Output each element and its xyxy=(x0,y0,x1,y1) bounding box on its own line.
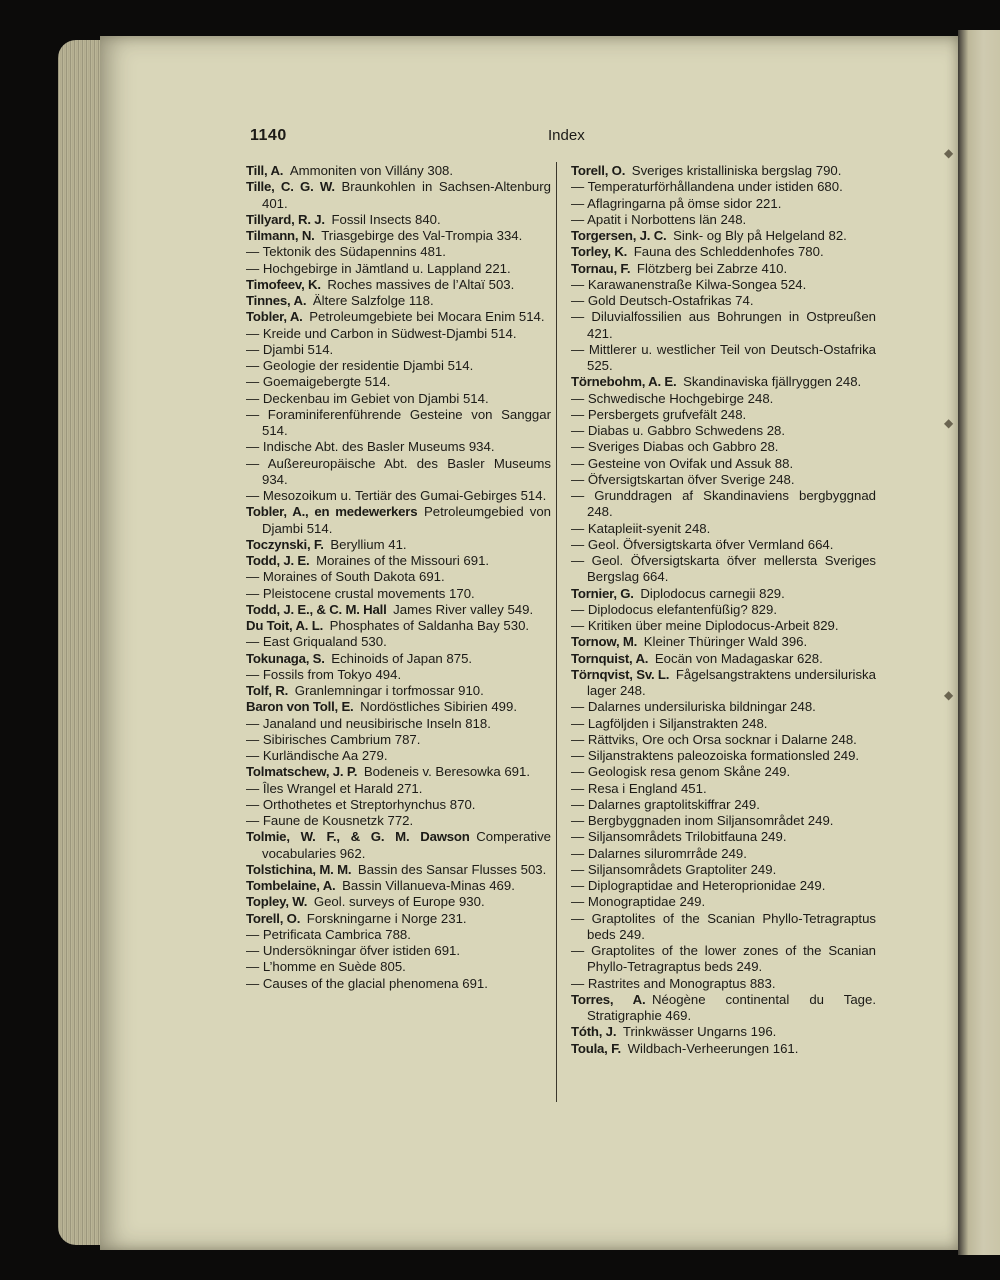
entry-text: Eocän von Madagaskar 628. xyxy=(654,650,823,666)
entry-text: Petroleumgebiete bei Mocara Enim 514. xyxy=(309,309,545,325)
index-entry xyxy=(246,683,551,699)
entry-text: — Gold Deutsch-Ostafrikas 74. xyxy=(571,293,754,308)
entry-text: — Temperaturförhållandena under istiden 680. xyxy=(571,179,843,195)
entry-author: Tobler, A., en medewerkers xyxy=(246,504,418,520)
index-entry xyxy=(246,309,551,325)
entry-text: — Graptolites of the lower zones of the Scanian Phyllo-Tetragraptus beds 249. xyxy=(571,943,876,975)
index-entry xyxy=(571,521,876,537)
facing-page-edge xyxy=(958,30,1000,1255)
entry-author: Törnqvist, Sv. L. xyxy=(571,666,670,682)
entry-author: Topley, W. xyxy=(246,894,308,910)
entry-text: — Aflagringarna på ömse sidor 221. xyxy=(571,195,782,211)
entry-text: — Bergbyggnaden inom Siljansområdet 249. xyxy=(571,813,834,828)
index-entry xyxy=(246,716,551,732)
index-entry xyxy=(246,894,551,910)
entry-text: — Kurländische Aa 279. xyxy=(246,748,388,763)
index-entry xyxy=(246,277,551,293)
index-entry xyxy=(246,488,551,504)
index-entry xyxy=(246,374,551,390)
index-entry xyxy=(571,586,876,602)
index-entry xyxy=(571,163,876,179)
entry-text: — Siljansområdets Trilobitfauna 249. xyxy=(571,829,787,845)
entry-text: Flötzberg bei Zabrze 410. xyxy=(636,260,788,276)
entry-author: Todd, J. E. xyxy=(246,553,310,568)
index-entry xyxy=(246,569,551,585)
index-entry xyxy=(571,813,876,829)
entry-text: Granlemningar i torfmossar 910. xyxy=(294,683,484,698)
entry-author: Tilmann, N. xyxy=(246,228,315,243)
index-entry xyxy=(571,699,876,715)
index-entry xyxy=(571,797,876,813)
index-entry xyxy=(246,618,551,634)
entry-author: Törnebohm, A. E. xyxy=(571,374,677,390)
entry-text: — Apatit i Norbottens län 248. xyxy=(571,211,747,227)
entry-text: — Siljansområdets Graptoliter 249. xyxy=(571,861,777,877)
index-entry xyxy=(246,764,551,780)
entry-text: Ältere Salzfolge 118. xyxy=(312,293,434,308)
index-entry xyxy=(246,976,551,992)
entry-text: — Foraminiferenführende Gesteine von Sanggar 514. xyxy=(246,406,551,438)
index-entry xyxy=(246,504,551,537)
entry-author: Tornquist, A. xyxy=(571,650,649,666)
binding-mark-icon: ◆ xyxy=(944,146,954,160)
entry-text: — Monograptidae 249. xyxy=(571,894,706,910)
index-entry xyxy=(246,829,551,862)
entry-text: Roches massives de l’Altaï 503. xyxy=(327,276,515,292)
index-entry xyxy=(246,179,551,212)
entry-text: — Karawanenstraße Kilwa-Songea 524. xyxy=(571,276,807,292)
index-entry xyxy=(246,553,551,569)
index-entry xyxy=(571,391,876,407)
entry-text: Skandinaviska fjällryggen 248. xyxy=(683,374,862,390)
entry-text: — Lagföljden i Siljanstrakten 248. xyxy=(571,715,768,731)
entry-text: — Graptolites of the Scanian Phyllo-Tetragraptus beds 249. xyxy=(571,910,876,942)
index-entry xyxy=(246,537,551,553)
index-entry xyxy=(571,781,876,797)
entry-text: Braunkohlen in Sachsen-Altenburg 401. xyxy=(262,179,551,211)
index-entry xyxy=(571,196,876,212)
index-entry xyxy=(571,439,876,455)
entry-text: Wildbach-Verheerungen 161. xyxy=(627,1040,799,1056)
entry-text: Nordöstliches Sibirien 499. xyxy=(360,699,517,715)
entry-text: — Geol. Öfversigtskarta öfver Vermland 664. xyxy=(571,536,834,552)
entry-text: Comperative vocabularies 962. xyxy=(262,829,551,861)
index-entry xyxy=(246,293,551,309)
index-entry xyxy=(571,764,876,780)
entry-author: Torell, O. xyxy=(246,910,301,926)
entry-text: — Diplograptidae and Heteroprionidae 249. xyxy=(571,878,826,893)
index-entry xyxy=(571,716,876,732)
entry-text: — Mittlerer u. westlicher Teil von Deutsch-Ostafrika 525. xyxy=(571,341,876,373)
index-entry xyxy=(571,537,876,553)
index-entry xyxy=(571,976,876,992)
entry-text: — Orthothetes et Streptorhynchus 870. xyxy=(246,796,476,812)
entry-text: Forskningarne i Norge 231. xyxy=(306,910,467,926)
index-entry xyxy=(571,472,876,488)
entry-text: — Sveriges Diabas och Gabbro 28. xyxy=(571,439,779,455)
index-entry xyxy=(246,959,551,975)
entry-text: — Geol. Öfversigtskarta öfver mellersta Sveriges Bergslag 664. xyxy=(571,553,876,585)
entry-author: Timofeev, K. xyxy=(246,276,321,292)
entry-text: Bassin Villanueva-Minas 469. xyxy=(342,878,515,893)
index-entry xyxy=(246,163,551,179)
index-entry xyxy=(571,846,876,862)
index-entry xyxy=(571,244,876,260)
index-entry xyxy=(571,829,876,845)
index-entry xyxy=(246,927,551,943)
index-entry xyxy=(571,456,876,472)
entry-author: Tornau, F. xyxy=(571,260,631,276)
entry-text: — Sibirisches Cambrium 787. xyxy=(246,731,421,747)
index-entry xyxy=(571,651,876,667)
entry-text: — Îles Wrangel et Harald 271. xyxy=(246,780,423,796)
index-entry xyxy=(246,602,551,618)
entry-author: Du Toit, A. L. xyxy=(246,618,324,633)
entry-text: — Goemaigebergte 514. xyxy=(246,374,391,390)
entry-text: Fauna des Schleddenhofes 780. xyxy=(633,244,824,260)
entry-text: — Geologisk resa genom Skåne 249. xyxy=(571,764,791,780)
entry-text: Bassin des Sansar Flusses 503. xyxy=(357,861,547,877)
entry-text: James River valley 549. xyxy=(393,601,534,617)
index-entry xyxy=(246,634,551,650)
entry-text: — Mesozoikum u. Tertiär des Gumai-Gebirges 514. xyxy=(246,488,547,503)
index-entry xyxy=(571,212,876,228)
entry-author: Tolmie, W. F., & G. M. Dawson xyxy=(246,829,470,845)
entry-text: — Diluvialfossilien aus Bohrungen in Ostpreußen 421. xyxy=(571,309,876,341)
entry-text: — Janaland und neusibirische Inseln 818. xyxy=(246,715,491,731)
index-entry xyxy=(571,374,876,390)
index-entry xyxy=(246,391,551,407)
column-divider xyxy=(556,162,557,1102)
entry-text: Beryllium 41. xyxy=(330,536,407,552)
entry-author: Tokunaga, S. xyxy=(246,650,325,666)
index-entry xyxy=(571,862,876,878)
entry-author: Tóth, J. xyxy=(571,1024,617,1040)
entry-text: — Petrificata Cambrica 788. xyxy=(246,926,411,942)
entry-text: Diplodocus carnegii 829. xyxy=(640,585,785,601)
entry-author: Torres, A. xyxy=(571,991,646,1007)
index-entry xyxy=(571,407,876,423)
index-entry xyxy=(571,423,876,439)
index-entry xyxy=(246,358,551,374)
entry-author: Toula, F. xyxy=(571,1040,621,1056)
entry-text: — Indische Abt. des Basler Museums 934. xyxy=(246,439,495,455)
entry-author: Till, A. xyxy=(246,163,284,178)
entry-text: Fågelsangstraktens undersiluriska lager 248. xyxy=(587,666,876,698)
entry-text: Néogène continental du Tage. Stratigraphie 469. xyxy=(587,991,876,1023)
binding-mark-icon: ◆ xyxy=(944,416,954,430)
entry-text: — Diplodocus elefantenfüßig? 829. xyxy=(571,601,778,617)
index-entry xyxy=(571,894,876,910)
entry-text: — Grunddragen af Skandinaviens bergbyggnad 248. xyxy=(571,488,876,520)
index-entry xyxy=(246,732,551,748)
entry-text: — Außereuropäische Abt. des Basler Museums 934. xyxy=(246,455,551,487)
index-entry xyxy=(571,748,876,764)
entry-text: — Gesteine von Ovifak und Assuk 88. xyxy=(571,455,794,471)
entry-text: — Rättviks, Ore och Orsa socknar i Dalarne 248. xyxy=(571,731,857,747)
entry-text: — Hochgebirge in Jämtland u. Lappland 221. xyxy=(246,260,511,276)
index-entry xyxy=(571,911,876,944)
entry-text: — Moraines of South Dakota 691. xyxy=(246,569,445,585)
entry-text: Kleiner Thüringer Wald 396. xyxy=(643,634,808,650)
entry-author: Baron von Toll, E. xyxy=(246,699,354,715)
index-entry xyxy=(246,212,551,228)
index-entry xyxy=(246,586,551,602)
entry-author: Toczynski, F. xyxy=(246,536,324,552)
entry-text: — Katapleiit-syenit 248. xyxy=(571,520,711,536)
entry-text: — Diabas u. Gabbro Schwedens 28. xyxy=(571,423,786,438)
entry-text: — Rastrites and Monograptus 883. xyxy=(571,975,776,991)
page-title: Index xyxy=(548,127,585,144)
entry-text: — Tektonik des Südapennins 481. xyxy=(246,244,446,260)
entry-text: Geol. surveys of Europe 930. xyxy=(313,894,485,910)
index-entry xyxy=(246,244,551,260)
entry-text: — East Griqualand 530. xyxy=(246,634,387,650)
index-entry xyxy=(246,439,551,455)
index-entry xyxy=(571,618,876,634)
entry-author: Tinnes, A. xyxy=(246,293,307,308)
entry-text: — Schwedische Hochgebirge 248. xyxy=(571,390,774,406)
index-entry xyxy=(246,699,551,715)
index-entry xyxy=(246,813,551,829)
entry-text: — Resa i England 451. xyxy=(571,780,707,796)
entry-author: Tornow, M. xyxy=(571,634,638,650)
entry-text: — L’homme en Suède 805. xyxy=(246,959,406,975)
index-entry xyxy=(246,781,551,797)
index-column-right xyxy=(571,163,876,1057)
entry-text: Fossil Insects 840. xyxy=(331,211,441,227)
entry-author: Torell, O. xyxy=(571,163,626,178)
index-entry xyxy=(246,667,551,683)
entry-author: Todd, J. E., & C. M. Hall xyxy=(246,601,387,617)
entry-author: Tobler, A. xyxy=(246,309,303,325)
entry-text: — Causes of the glacial phenomena 691. xyxy=(246,975,488,991)
entry-author: Torley, K. xyxy=(571,244,628,260)
index-entry xyxy=(571,667,876,700)
index-entry xyxy=(571,1024,876,1040)
index-entry xyxy=(246,261,551,277)
entry-author: Tille, C. G. W. xyxy=(246,179,335,195)
index-entry xyxy=(246,326,551,342)
index-column-left xyxy=(246,163,551,992)
entry-text: — Siljanstraktens paleozoiska formationsled 249. xyxy=(571,748,860,763)
entry-text: — Öfversigtskartan öfver Sverige 248. xyxy=(571,471,795,487)
entry-text: Triasgebirge des Val-Trompia 334. xyxy=(321,228,523,243)
entry-author: Tolf, R. xyxy=(246,683,289,698)
index-entry xyxy=(246,748,551,764)
entry-text: Petroleumgebied von Djambi 514. xyxy=(262,504,551,536)
index-entry xyxy=(571,179,876,195)
entry-text: Ammoniten von Villány 308. xyxy=(289,163,454,178)
index-entry xyxy=(246,878,551,894)
entry-text: Bodeneis v. Beresowka 691. xyxy=(363,764,530,780)
entry-author: Tombelaine, A. xyxy=(246,878,336,893)
index-entry xyxy=(246,228,551,244)
entry-author: Tolmatschew, J. P. xyxy=(246,764,358,780)
index-entry xyxy=(571,277,876,293)
index-entry xyxy=(246,651,551,667)
entry-author: Tillyard, R. J. xyxy=(246,211,325,227)
index-entry xyxy=(571,228,876,244)
index-entry xyxy=(571,602,876,618)
entry-text: Echinoids of Japan 875. xyxy=(331,650,473,666)
entry-author: Tolstichina, M. M. xyxy=(246,861,352,877)
index-entry xyxy=(246,407,551,440)
entry-text: — Undersökningar öfver istiden 691. xyxy=(246,943,461,958)
index-entry xyxy=(571,309,876,342)
entry-text: — Dalarnes siluromrråde 249. xyxy=(571,845,747,861)
index-entry xyxy=(571,342,876,375)
index-entry xyxy=(246,862,551,878)
index-entry xyxy=(571,261,876,277)
index-entry xyxy=(246,342,551,358)
binding-mark-icon: ◆ xyxy=(944,688,954,702)
entry-author: Torgersen, J. C. xyxy=(571,228,667,243)
index-entry xyxy=(246,911,551,927)
entry-text: — Faune de Kousnetzk 772. xyxy=(246,813,414,828)
entry-text: — Kreide und Carbon in Südwest-Djambi 514. xyxy=(246,325,517,341)
page-number: 1140 xyxy=(250,127,287,144)
index-entry xyxy=(246,943,551,959)
entry-text: — Persbergets grufvefält 248. xyxy=(571,406,747,422)
index-entry xyxy=(571,293,876,309)
entry-text: — Deckenbau im Gebiet von Djambi 514. xyxy=(246,390,489,406)
entry-text: — Fossils from Tokyo 494. xyxy=(246,666,402,682)
entry-text: — Djambi 514. xyxy=(246,341,334,357)
entry-author: Tornier, G. xyxy=(571,585,634,601)
entry-text: Sveriges kristalliniska bergslag 790. xyxy=(631,163,842,178)
index-entry xyxy=(571,634,876,650)
index-entry xyxy=(571,1041,876,1057)
index-entry xyxy=(246,456,551,489)
entry-text: Moraines of the Missouri 691. xyxy=(316,553,490,568)
entry-text: — Dalarnes undersiluriska bildningar 248. xyxy=(571,699,816,715)
index-entry xyxy=(246,797,551,813)
entry-text: — Pleistocene crustal movements 170. xyxy=(246,585,475,601)
entry-text: — Dalarnes graptolitskiffrar 249. xyxy=(571,796,760,812)
entry-text: Phosphates of Saldanha Bay 530. xyxy=(329,618,530,633)
entry-text: Sink- og Bly på Helgeland 82. xyxy=(673,228,847,243)
index-entry xyxy=(571,943,876,976)
index-entry xyxy=(571,488,876,521)
entry-text: — Kritiken über meine Diplodocus-Arbeit 829. xyxy=(571,618,839,633)
entry-text: — Geologie der residentie Djambi 514. xyxy=(246,358,474,373)
index-entry xyxy=(571,992,876,1025)
index-entry xyxy=(571,553,876,586)
index-entry xyxy=(571,732,876,748)
entry-text: Trinkwässer Ungarns 196. xyxy=(622,1024,777,1040)
index-entry xyxy=(571,878,876,894)
